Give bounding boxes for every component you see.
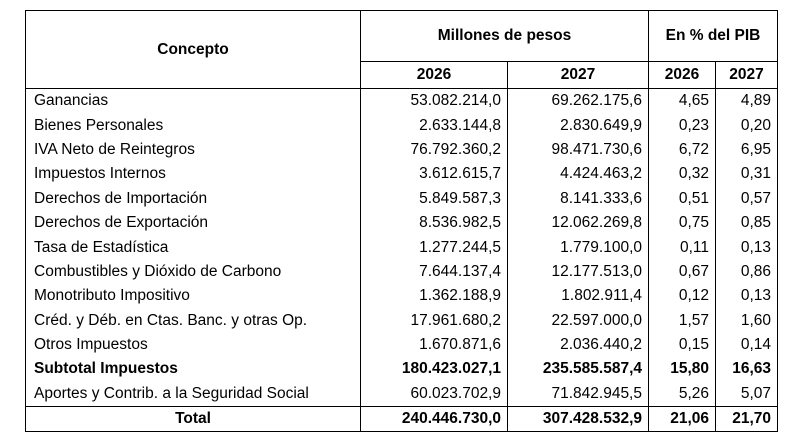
header-millones-de-pesos: Millones de pesos	[361, 11, 649, 62]
cell-millones-2026: 240.446.730,0	[361, 407, 508, 432]
cell-pib-2027: 6,95	[716, 138, 778, 162]
cell-concept: Aportes y Contrib. a la Seguridad Social	[26, 382, 361, 407]
subtotal-row	[26, 357, 778, 381]
table-row	[26, 89, 778, 114]
cell-millones-2026: 76.792.360,2	[361, 138, 508, 162]
cell-concept: IVA Neto de Reintegros	[26, 138, 361, 162]
cell-concept: Subtotal Impuestos	[26, 357, 361, 381]
cell-pib-2026: 15,80	[649, 357, 716, 381]
table-row	[26, 382, 778, 407]
cell-pib-2026: 21,06	[649, 407, 716, 432]
cell-millones-2026: 3.612.615,7	[361, 162, 508, 186]
cell-millones-2026: 180.423.027,1	[361, 357, 508, 381]
cell-pib-2026: 1,57	[649, 309, 716, 333]
cell-pib-2027: 1,60	[716, 309, 778, 333]
cell-concept: Derechos de Importación	[26, 187, 361, 211]
table-row	[26, 211, 778, 235]
cell-concept: Monotributo Impositivo	[26, 284, 361, 308]
table-row	[26, 333, 778, 357]
cell-millones-2026: 1.277.244,5	[361, 235, 508, 259]
cell-millones-2026: 2.633.144,8	[361, 113, 508, 137]
cell-pib-2027: 0,20	[716, 113, 778, 137]
header-year-pib-2027: 2027	[716, 62, 778, 89]
header-year-pib-2026: 2026	[649, 62, 716, 89]
cell-pib-2027: 21,70	[716, 407, 778, 432]
cell-concept: Ganancias	[26, 89, 361, 114]
cell-concept: Bienes Personales	[26, 113, 361, 137]
cell-millones-2027: 71.842.945,5	[508, 382, 649, 407]
cell-pib-2027: 0,86	[716, 260, 778, 284]
cell-pib-2027: 0,13	[716, 284, 778, 308]
cell-pib-2026: 0,32	[649, 162, 716, 186]
table-body	[26, 89, 778, 432]
total-row	[26, 407, 778, 432]
cell-pib-2026: 0,11	[649, 235, 716, 259]
table-row	[26, 187, 778, 211]
cell-pib-2027: 4,89	[716, 89, 778, 114]
cell-pib-2026: 0,12	[649, 284, 716, 308]
header-concepto: Concepto	[26, 11, 361, 89]
cell-millones-2026: 1.670.871,6	[361, 333, 508, 357]
cell-pib-2026: 0,51	[649, 187, 716, 211]
cell-pib-2026: 6,72	[649, 138, 716, 162]
cell-pib-2027: 16,63	[716, 357, 778, 381]
cell-millones-2027: 2.830.649,9	[508, 113, 649, 137]
revenue-table	[25, 10, 778, 432]
cell-concept: Impuestos Internos	[26, 162, 361, 186]
cell-concept: Otros Impuestos	[26, 333, 361, 357]
cell-millones-2027: 1.779.100,0	[508, 235, 649, 259]
table-row	[26, 284, 778, 308]
header-en-pct-pib: En % del PIB	[649, 11, 778, 62]
table-row	[26, 113, 778, 137]
cell-millones-2026: 60.023.702,9	[361, 382, 508, 407]
table-row	[26, 235, 778, 259]
cell-millones-2027: 307.428.532,9	[508, 407, 649, 432]
cell-pib-2026: 0,23	[649, 113, 716, 137]
header-year-millones-2027: 2027	[508, 62, 649, 89]
cell-millones-2026: 8.536.982,5	[361, 211, 508, 235]
cell-millones-2027: 1.802.911,4	[508, 284, 649, 308]
table-row	[26, 309, 778, 333]
cell-pib-2027: 0,13	[716, 235, 778, 259]
cell-pib-2027: 0,85	[716, 211, 778, 235]
table-row	[26, 138, 778, 162]
cell-pib-2027: 0,57	[716, 187, 778, 211]
cell-millones-2026: 5.849.587,3	[361, 187, 508, 211]
revenue-table-container	[25, 10, 778, 432]
header-year-millones-2026: 2026	[361, 62, 508, 89]
cell-millones-2027: 2.036.440,2	[508, 333, 649, 357]
cell-pib-2026: 0,15	[649, 333, 716, 357]
cell-millones-2027: 69.262.175,6	[508, 89, 649, 114]
cell-pib-2026: 4,65	[649, 89, 716, 114]
cell-millones-2026: 1.362.188,9	[361, 284, 508, 308]
cell-millones-2027: 12.062.269,8	[508, 211, 649, 235]
cell-pib-2027: 0,14	[716, 333, 778, 357]
cell-millones-2027: 4.424.463,2	[508, 162, 649, 186]
cell-millones-2027: 12.177.513,0	[508, 260, 649, 284]
cell-pib-2027: 0,31	[716, 162, 778, 186]
cell-millones-2027: 98.471.730,6	[508, 138, 649, 162]
cell-pib-2026: 5,26	[649, 382, 716, 407]
cell-millones-2026: 17.961.680,2	[361, 309, 508, 333]
cell-millones-2027: 235.585.587,4	[508, 357, 649, 381]
cell-concept: Créd. y Déb. en Ctas. Banc. y otras Op.	[26, 309, 361, 333]
table-row	[26, 162, 778, 186]
table-row	[26, 260, 778, 284]
cell-concept: Combustibles y Dióxido de Carbono	[26, 260, 361, 284]
cell-pib-2026: 0,67	[649, 260, 716, 284]
cell-concept: Tasa de Estadística	[26, 235, 361, 259]
cell-millones-2026: 53.082.214,0	[361, 89, 508, 114]
cell-concept: Total	[26, 407, 361, 432]
cell-pib-2027: 5,07	[716, 382, 778, 407]
cell-millones-2027: 8.141.333,6	[508, 187, 649, 211]
cell-millones-2026: 7.644.137,4	[361, 260, 508, 284]
cell-concept: Derechos de Exportación	[26, 211, 361, 235]
cell-pib-2026: 0,75	[649, 211, 716, 235]
cell-millones-2027: 22.597.000,0	[508, 309, 649, 333]
